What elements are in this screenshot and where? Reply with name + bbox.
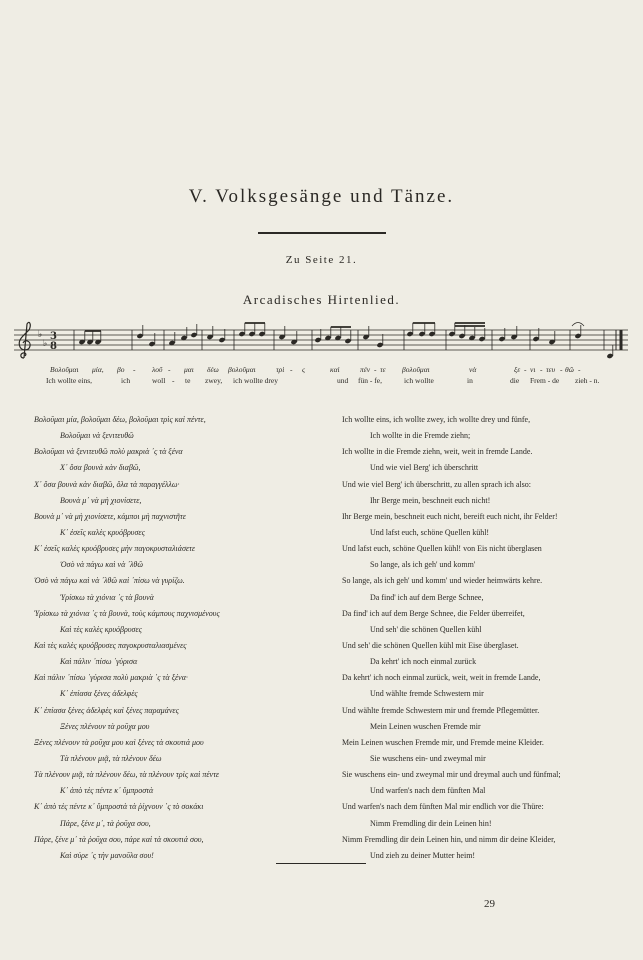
lyric-syllable: Frem - de (530, 376, 560, 385)
verse-line: Ὑρίσκω τὰ χιόνια ᾽ς τὰ βουνὰ, τοὺς κάμπους παχνισμένους (34, 608, 220, 618)
verse-line: Καὶ τὲς καλὲς κρυόβρυσες (60, 624, 142, 634)
page-heading: V. Volksgesänge und Tänze. (188, 186, 455, 207)
verse-line: Τὰ πλένουν μιᾷ, τὰ πλένουν δέω (60, 753, 162, 763)
lyric-syllable: - (578, 365, 581, 374)
verse-line: Κ᾽ ἐπίασα ξένες ἀδελφὲς (60, 689, 138, 699)
lyric-syllable: - (290, 365, 293, 374)
lyric-syllable: λοῦ (152, 365, 163, 374)
lyric-syllable: καὶ (330, 365, 340, 374)
lyric-syllable: - (133, 365, 136, 374)
bottom-divider (276, 863, 366, 864)
lyric-syllable: τε (380, 365, 386, 374)
lyric-syllable: Ich wollte eins, (46, 376, 93, 385)
time-signature-bottom: 8 (50, 341, 57, 352)
verse-line: Und seh' die schönen Quellen kühl (370, 624, 482, 634)
verse-line: Κ᾽ ἀπὸ τὲς πέντε κ᾽ ὕμπροστὰ τὰ ῥίχνουν ᾽ς τὸ σοκάκι (34, 802, 204, 812)
lyric-syllable: θῶ (565, 365, 574, 374)
lyric-syllable: woll (152, 376, 166, 385)
greek-verses (34, 412, 324, 864)
lyric-syllable: βολοῦμαι (402, 365, 430, 374)
verse-line: So lange, als ich geh' und komm' und wieder heimwärts kehre. (342, 576, 543, 586)
verse-line: Da find' ich auf dem Berge Schnee, die Felder überreifet, (342, 608, 525, 618)
page-reference: Zu Seite 21. (285, 254, 358, 266)
verse-line: Βουνὰ μ᾽ νὰ μὴ χιονίσετε, (60, 495, 142, 505)
verse-line: Πάρε, ξένε μ᾽, τὰ ῥοῦχα σου, (60, 818, 151, 828)
verse-line: Ξένες πλένουν τὰ ροῦχα μου καὶ ξένες τὰ σκουτιά μου (34, 737, 204, 747)
verse-line: Und zieh zu deiner Mutter heim! (370, 850, 476, 860)
lyric-syllable: - (540, 365, 543, 374)
verse-line: Sie wuschens ein- und zweymal mir (370, 753, 486, 763)
lyric-syllable: - (172, 376, 175, 385)
lyric-syllable: ξε (514, 365, 521, 374)
verse-line: Ὁσὸ νὰ πάγω καὶ νὰ ᾽λθῶ (60, 560, 143, 570)
verse-line: Da find' ich auf dem Berge Schnee, (370, 592, 484, 602)
verse-line: Καὶ τὲς καλὲς κρυόβρυσες παγοκρυσταλιασμένες (34, 640, 187, 650)
lyric-syllable: zwey, (205, 376, 223, 385)
verse-line: Ich wollte in die Fremde ziehn; (370, 431, 471, 441)
verse-line: Καὶ σύρε ᾽ς τὴν μανοῦλα σου! (60, 850, 154, 860)
lyric-syllable: βο (117, 365, 125, 374)
verse-line: Sie wuschens ein- und zweymal mir und dreymal auch und fünfmal; (342, 770, 561, 780)
verse-line: Βολοῦμαι μία, βολοῦμαι δέω, βολοῦμαι τρὶς καὶ πέντε, (34, 415, 206, 424)
verse-line: Ξένες πλένουν τὰ ροῦχα μου (60, 721, 150, 731)
lyric-syllable: μία, (92, 365, 104, 374)
lyric-syllable: - (524, 365, 527, 374)
flat-sign: ♭ (43, 339, 48, 349)
verse-line: Nimm Fremdling dir dein Leinen hin, und nimm dir deine Kleider, (342, 834, 556, 844)
verse-line: Da kehrt' ich noch einmal zurück (370, 657, 477, 667)
verse-line: Κ᾽ ἐσεῖς καλὲς κρυόβρυσες μὴν παγοκρυσταλιάσετε (34, 544, 196, 554)
lyric-syllable: und (337, 376, 349, 385)
verse-line: Πάρε, ξένε μ᾽ τὰ ῥοῦχα σου, πάρε καὶ τὰ σκουτιά σου, (34, 834, 204, 844)
verse-line: Da kehrt' ich noch einmal zurück, weit, weit in fremde Lande, (342, 673, 541, 683)
verse-line: Ὁσὸ νὰ πάγω καὶ νὰ ᾽λθῶ καὶ ᾽πίσω νὰ γυρίζω. (34, 576, 185, 586)
verse-line: Ich wollte eins, ich wollte zwey, ich wollte drey und fünfe, (342, 415, 531, 424)
lyric-syllable: τευ (546, 365, 556, 374)
heading-divider (258, 232, 386, 234)
lyric-syllable: in (467, 376, 473, 385)
verse-line: Κ᾽ ἀπὸ τὲς πέντε κ᾽ ὕμπροστὰ (60, 786, 154, 796)
time-signature-top: 3 (50, 331, 57, 342)
verse-line: Und seh' die schönen Quellen kühl mit Eise überglaset. (342, 640, 519, 650)
lyric-syllable: πέν (360, 365, 371, 374)
lyric-syllable: zieh - n. (575, 376, 600, 385)
verse-line: Βολοῦμαι νὰ ξενιτευθῶ πολὺ μακριὰ ᾽ς τὰ ξένα (34, 447, 183, 457)
lyric-syllable: ich (121, 376, 131, 385)
lyric-syllable: te (185, 376, 191, 385)
verse-line: Βουνὰ μ᾽ νὰ μὴ χιονίσετε, κάμποι μὴ παχνιστῆτε (34, 511, 186, 521)
lyric-syllable: τρὶ (276, 365, 285, 374)
verse-line: Und lafst euch, schöne Quellen kühl! (370, 527, 490, 537)
lyric-syllable: νι (530, 365, 536, 374)
german-verses (342, 412, 638, 864)
lyric-syllable: ich wollte (404, 376, 434, 385)
lyric-syllable: νὰ (469, 365, 477, 374)
lyric-syllable: Βολοῦμαι (50, 365, 79, 374)
music-staff (12, 318, 632, 366)
verse-line: Ihr Berge mein, beschneit euch nicht! (370, 495, 491, 505)
verse-line: Und wählte fremde Schwestern mir (370, 689, 484, 699)
verse-line: Καὶ πάλιν ᾽πίσω ᾽γύρισα πολὺ μακριὰ ᾽ς τὰ ξένα· (34, 673, 188, 683)
verse-line: Καὶ πάλιν ᾽πίσω ᾽γύρισα (60, 657, 138, 667)
notes (74, 323, 621, 360)
lyric-syllable: δέω (207, 365, 219, 374)
verse-line: Und wählte fremde Schwestern mir und fremde Pflegemütter. (342, 705, 540, 715)
verse-line: Βολοῦμαι νὰ ξενιτευθῶ (60, 431, 134, 441)
lyric-syllable: - (560, 365, 563, 374)
song-title: Arcadisches Hirtenlied. (242, 292, 401, 307)
verse-line: Ich wollte in die Fremde ziehn, weit, weit in fremde Lande. (342, 447, 533, 457)
verse-line: Κ᾽ ἐσεῖς καλὲς κρυόβρυσες (60, 527, 145, 537)
flat-sign: ♭ (38, 330, 43, 340)
lyric-syllable: - (374, 365, 377, 374)
verse-line: Χ᾽ ὅσα βουνὰ κὰν διαβῶ, (60, 463, 141, 473)
verse-line: Τὰ πλένουν μιᾷ, τὰ πλένουν δέω, τὰ πλένουν τρὶς καὶ πέντε (34, 770, 220, 780)
lyric-syllable: - (168, 365, 171, 374)
verse-line: Und warfen's nach dem fünften Mal mir endlich vor die Thüre: (342, 802, 544, 812)
verse-line: Ὑρίσκω τὰ χιόνια ᾽ς τὰ βουνὰ (60, 592, 154, 602)
page-number: 29 (484, 898, 495, 910)
verse-line: Κ᾽ ἐπίασα ξένες ἀδελφὲς καὶ ξένες παραμάνες (34, 705, 179, 715)
verse-line: Und wie viel Berg' ich überschritt, zu allen sprach ich also: (342, 479, 532, 489)
verse-line: Und lafst euch, schöne Quellen kühl! von Eis nicht überglasen (342, 544, 542, 554)
verse-line: Mein Leinen wuschen Fremde mir (370, 721, 481, 731)
verse-line: Und wie viel Berg' ich überschritt (370, 463, 479, 473)
verse-line: Nimm Fremdling dir dein Leinen hin! (370, 818, 492, 828)
lyric-syllable: ς (302, 365, 306, 374)
verse-line: Mein Leinen wuschen Fremde mir, und Fremde meine Kleider. (342, 737, 544, 747)
staff-lyrics-german (0, 376, 643, 388)
verse-line: Ihr Berge mein, beschneit euch nicht, bereift euch nicht, ihr Felder! (342, 511, 558, 521)
lyric-syllable: fün - fe, (358, 376, 382, 385)
verse-line: Und warfen's nach dem fünften Mal (370, 786, 486, 796)
lyric-syllable: μαι (184, 365, 194, 374)
lyric-syllable: ich wollte drey (233, 376, 278, 385)
lyric-syllable: βολοῦμαι (228, 365, 256, 374)
lyric-syllable: die (510, 376, 520, 385)
fermata (572, 323, 584, 327)
verse-line: So lange, als ich geh' und komm' (370, 560, 476, 570)
verse-line: Χ᾽ ὅσα βουνὰ κὰν διαβῶ, ὅλα τὰ παραγγέλλω· (34, 479, 180, 489)
